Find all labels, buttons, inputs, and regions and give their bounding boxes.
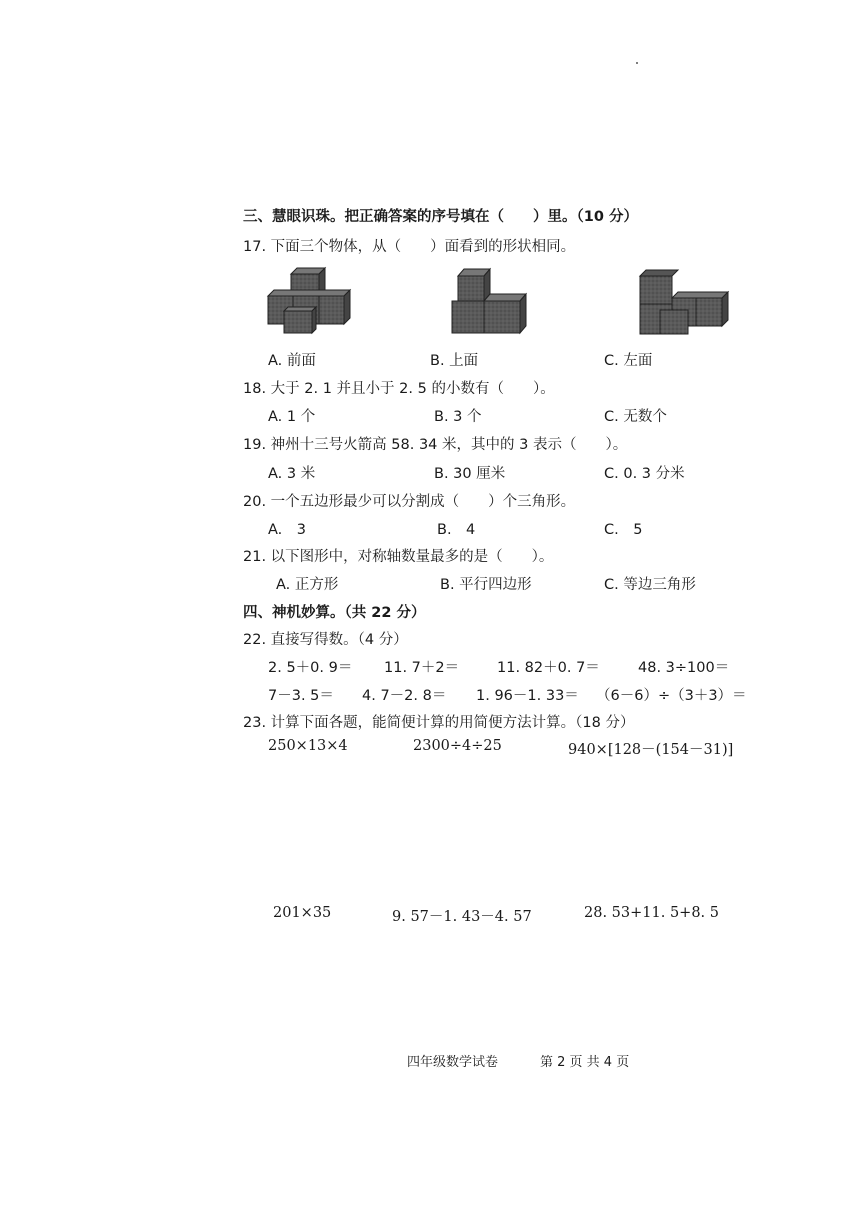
question-18-stem: 18. 大于 2. 1 并且小于 2. 5 的小数有（ ）。 xyxy=(243,381,555,397)
q17-option-a: A. 前面 xyxy=(268,353,316,369)
q19-option-a: A. 3 米 xyxy=(268,466,316,482)
cube-stack-figure-b-icon xyxy=(448,266,528,338)
cube-stack-figure-c-icon xyxy=(636,268,732,338)
q23-item-1: 250×13×4 xyxy=(268,738,348,754)
question-20-stem: 20. 一个五边形最少可以分割成（ ）个三角形。 xyxy=(243,494,576,510)
q18-option-a: A. 1 个 xyxy=(268,409,316,425)
q21-option-c: C. 等边三角形 xyxy=(604,577,696,593)
q23-item-4: 201×35 xyxy=(273,905,332,921)
q22-item-1: 2. 5＋0. 9＝ xyxy=(268,660,353,676)
q19-option-b: B. 30 厘米 xyxy=(434,466,506,482)
question-19-stem: 19. 神州十三号火箭高 58. 34 米，其中的 3 表示（ ）。 xyxy=(243,437,628,453)
q20-option-c: C. 5 xyxy=(604,522,643,538)
question-17-stem: 17. 下面三个物体，从（ ）面看到的形状相同。 xyxy=(243,239,576,255)
footer-title: 四年级数学试卷 xyxy=(407,1055,499,1070)
q23-item-2: 2300÷4÷25 xyxy=(413,738,502,754)
q23-item-3: 940×[128－(154－31)] xyxy=(568,742,734,758)
q21-option-b: B. 平行四边形 xyxy=(440,577,532,593)
q19-option-c: C. 0. 3 分米 xyxy=(604,466,685,482)
q22-item-3: 11. 82＋0. 7＝ xyxy=(497,660,600,676)
question-23-stem: 23. 计算下面各题，能简便计算的用简便方法计算。（18 分） xyxy=(243,715,635,731)
q20-option-a: A. 3 xyxy=(268,522,306,538)
q22-item-2: 11. 7＋2＝ xyxy=(384,660,460,676)
q22-item-4: 48. 3÷100＝ xyxy=(638,660,730,676)
q17-option-c: C. 左面 xyxy=(604,353,653,369)
q23-item-6: 28. 53+11. 5+8. 5 xyxy=(584,905,719,921)
cube-stack-figure-a-icon xyxy=(264,266,354,336)
footer-page-number: 第 2 页 共 4 页 xyxy=(540,1055,630,1070)
question-21-stem: 21. 以下图形中，对称轴数量最多的是（ ）。 xyxy=(243,549,554,565)
q22-item-6: 4. 7－2. 8＝ xyxy=(362,688,447,704)
q22-item-8: （6－6）÷（3＋3）＝ xyxy=(596,688,747,704)
q20-option-b: B. 4 xyxy=(437,522,476,538)
q22-item-5: 7－3. 5＝ xyxy=(268,688,334,704)
section-4-heading: 四、神机妙算。（共 22 分） xyxy=(243,605,426,621)
q17-option-b: B. 上面 xyxy=(430,353,479,369)
q18-option-b: B. 3 个 xyxy=(434,409,482,425)
question-22-stem: 22. 直接写得数。（4 分） xyxy=(243,632,408,648)
q18-option-c: C. 无数个 xyxy=(604,409,667,425)
scan-speck xyxy=(636,62,638,64)
section-3-heading: 三、慧眼识珠。把正确答案的序号填在（ ）里。（10 分） xyxy=(243,209,638,225)
q23-item-5: 9. 57－1. 43－4. 57 xyxy=(392,909,532,925)
q22-item-7: 1. 96－1. 33＝ xyxy=(476,688,579,704)
q21-option-a: A. 正方形 xyxy=(276,577,339,593)
